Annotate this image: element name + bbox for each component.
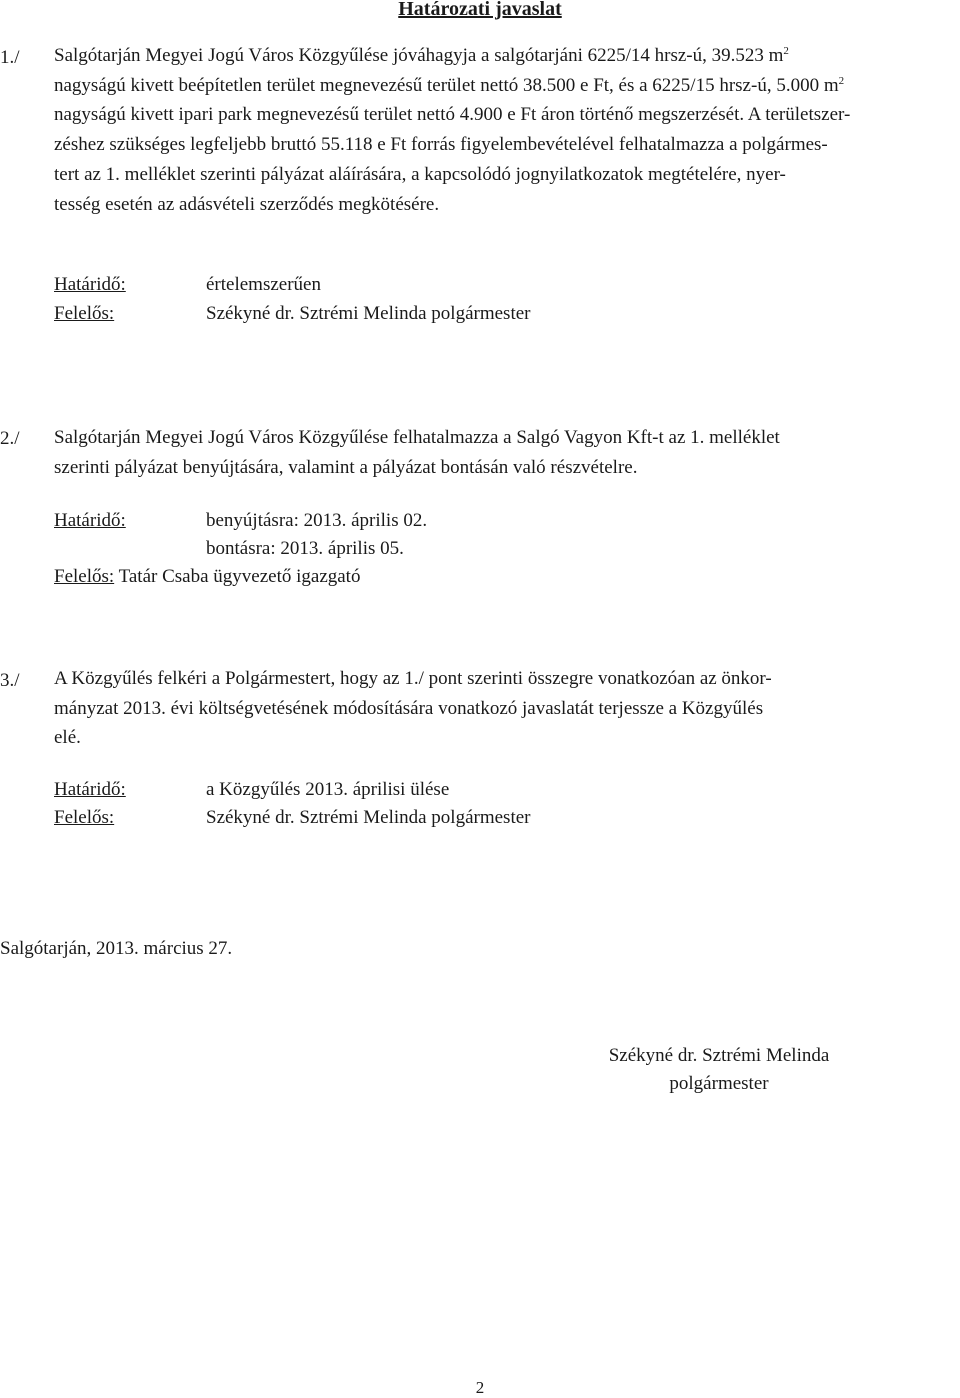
item-3-responsible-label: Felelős:	[54, 807, 115, 828]
superscript: 2	[838, 74, 845, 87]
item-3-line-2: mányzat 2013. évi költségvetésének módosítására vonatkozó javaslatát terjessze a Közgyűlés	[54, 697, 764, 719]
item-2-responsible: Tatár Csaba ügyvezető igazgató	[118, 566, 361, 587]
item-1-line-3: nagyságú kivett ipari park megnevezésű terület nettó 4.900 e Ft áron történő megszerzését. A területszer-	[54, 104, 851, 126]
item-2-deadline-2: bontásra: 2013. április 05.	[206, 538, 404, 559]
item-1-line-6: tesség esetén az adásvételi szerződés megkötésére.	[54, 193, 440, 215]
item-3-line-3: elé.	[54, 727, 81, 749]
item-3-number: 3./	[0, 670, 20, 691]
item-1-deadline-label: Határidő:	[54, 274, 126, 295]
item-3-line-1: A Közgyűlés felkéri a Polgármestert, hogy az 1./ pont szerinti összegre vonatkozóan az önkor-	[54, 668, 772, 689]
superscript: 2	[783, 45, 789, 57]
item-2-number: 2./	[0, 428, 20, 449]
document-title: Határozati javaslat	[398, 0, 562, 20]
item-1-text	[54, 41, 958, 219]
item-1-deadline: értelemszerűen	[206, 274, 321, 295]
item-1-number: 1./	[0, 47, 20, 68]
item-1-line-4: zéshez szükséges legfeljebb bruttó 55.118 e Ft forrás figyelembevételével felhatalmazza a polgármes-	[54, 134, 828, 156]
item-3-text	[54, 664, 958, 753]
page-number: 2	[475, 1378, 485, 1397]
item-2-responsible-row	[54, 566, 360, 588]
item-2-line-1: Salgótarján Megyei Jogú Város Közgyűlése felhatalmazza a Salgó Vagyon Kft-t az 1. melléklet	[54, 427, 780, 448]
item-1-responsible: Székyné dr. Sztrémi Melinda polgármester	[206, 303, 531, 324]
item-2-deadline-1: benyújtásra: 2013. április 02.	[206, 510, 428, 531]
item-1-line-2: nagyságú kivett beépítetlen terület megnevezésű terület nettó 38.500 e Ft, és a 6225/15 hrsz-ú, 5.000 $m^2$	[54, 74, 845, 96]
item-3-responsible: Székyné dr. Sztrémi Melinda polgármester	[206, 807, 531, 828]
signature-name: Székyné dr. Sztrémi Melinda	[608, 1045, 830, 1066]
item-2-responsible-label: Felelős:	[54, 566, 115, 587]
item-1-line-5: tert az 1. melléklet szerinti pályázat aláírására, a kapcsolódó jognyilatkozatok megtételére, nyer-	[54, 163, 786, 185]
item-2-text	[54, 423, 958, 482]
item-1-line-1: Salgótarján Megyei Jogú Város Közgyűlése jóváhagyja a salgótarjáni 6225/14 hrsz-ú, 39.523 $m^2$	[54, 45, 789, 66]
item-3-deadline-label: Határidő:	[54, 779, 126, 800]
item-2-deadline-label: Határidő:	[54, 510, 126, 531]
item-3-deadline: a Közgyűlés 2013. áprilisi ülése	[206, 779, 450, 800]
item-1-responsible-label: Felelős:	[54, 303, 115, 324]
place-date: Salgótarján, 2013. március 27.	[0, 938, 233, 959]
signature-title: polgármester	[669, 1073, 769, 1094]
item-2-line-2: szerinti pályázat benyújtására, valamint a pályázat bontásán való részvételre.	[54, 456, 638, 478]
